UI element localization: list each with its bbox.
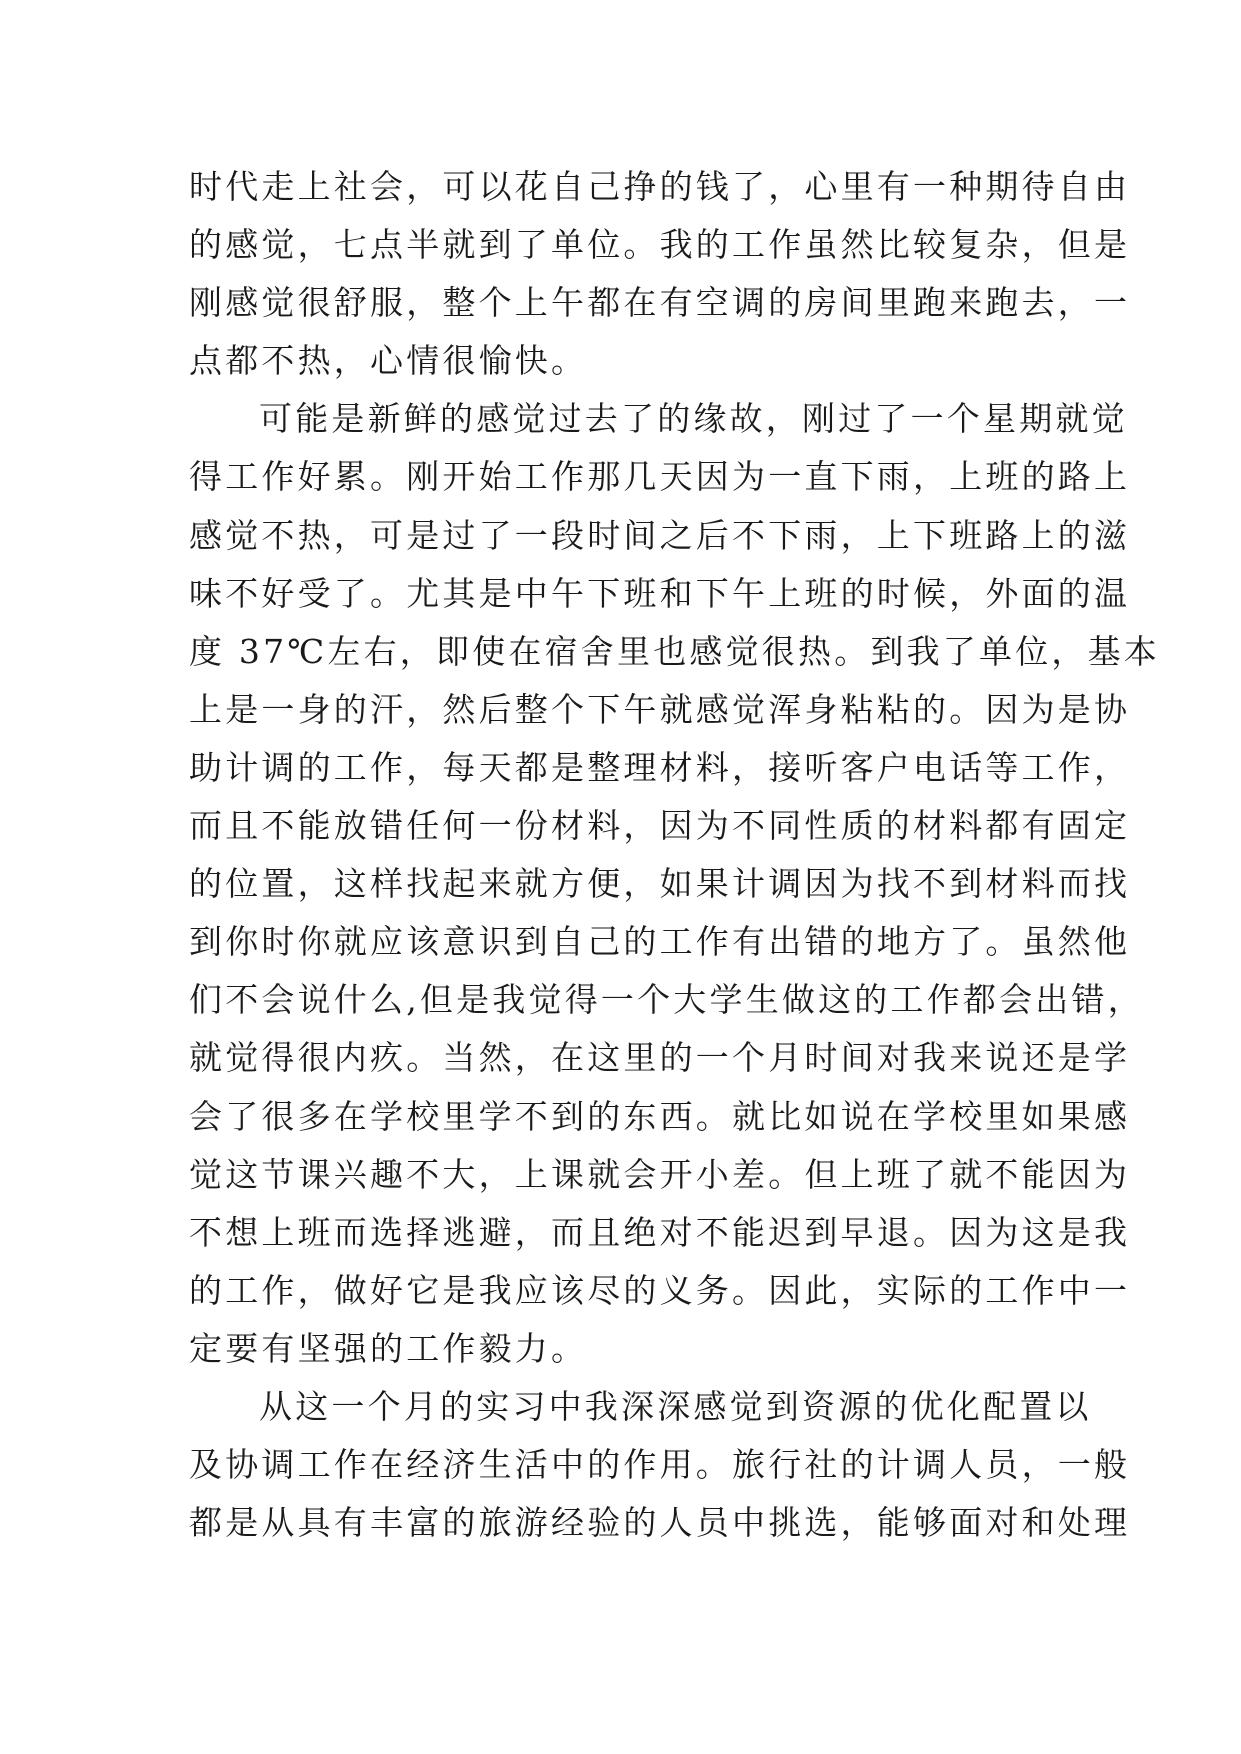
text-line: 就觉得很内疚。当然，在这里的一个月时间对我来说还是学 [189,1038,1131,1078]
text-line: 及协调工作在经济生活中的作用。旅行社的计调人员，一般 [189,1445,1131,1485]
text-line: 味不好受了。尤其是中午下班和下午上班的时候，外面的温 [189,573,1131,613]
text-line: 度 37℃左右，即使在宿舍里也感觉很热。到我了单位，基本 [189,631,1160,671]
text-line: 的工作，做好它是我应该尽的义务。因此，实际的工作中一 [189,1270,1131,1310]
text-line: 会了很多在学校里学不到的东西。就比如说在学校里如果感 [189,1096,1131,1136]
text-line: 到你时你就应该意识到自己的工作有出错的地方了。虽然他 [189,922,1131,962]
text-line: 从这一个月的实习中我深深感觉到资源的优化配置以 [259,1386,1092,1426]
text-line: 不想上班而选择逃避，而且绝对不能迟到早退。因为这是我 [189,1212,1131,1252]
body-text [189,158,1160,1552]
text-line: 们不会说什么,但是我觉得一个大学生做这的工作都会出错， [189,980,1144,1020]
text-line: 的感觉，七点半就到了单位。我的工作虽然比较复杂，但是 [189,225,1131,265]
text-line: 都是从具有丰富的旅游经验的人员中挑选，能够面对和处理 [189,1503,1131,1543]
text-line: 时代走上社会，可以花自己挣的钱了，心里有一种期待自由 [189,167,1131,206]
text-line: 觉这节课兴趣不大，上课就会开小差。但上班了就不能因为 [189,1154,1131,1194]
text-line: 上是一身的汗，然后整个下午就感觉浑身粘粘的。因为是协 [189,689,1131,729]
text-line: 刚感觉很舒服，整个上午都在有空调的房间里跑来跑去，一 [189,283,1131,323]
text-line: 感觉不热，可是过了一段时间之后不下雨，上下班路上的滋 [189,515,1131,555]
text-line: 而且不能放错任何一份材料，因为不同性质的材料都有固定 [189,806,1131,846]
text-line: 定要有坚强的工作毅力。 [189,1328,588,1368]
text-line: 可能是新鲜的感觉过去了的缘故，刚过了一个星期就觉 [259,399,1128,439]
text-line: 助计调的工作，每天都是整理材料，接听客户电话等工作， [189,747,1131,787]
text-line: 点都不热，心情很愉快。 [189,341,588,381]
text-line: 得工作好累。刚开始工作那几天因为一直下雨，上班的路上 [189,457,1131,497]
text-line: 的位置，这样找起来就方便，如果计调因为找不到材料而找 [189,864,1131,904]
